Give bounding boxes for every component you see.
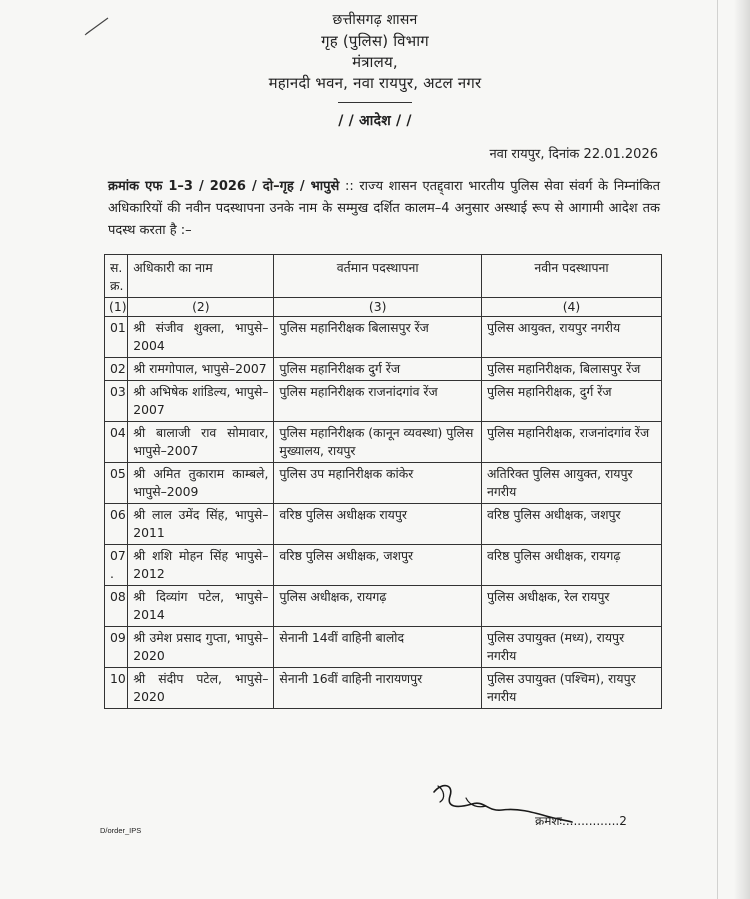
serial-cell: 07 . [105,545,128,586]
table-row [105,317,662,358]
page-edge-shadow [734,0,750,899]
new-posting-cell: पुलिस अधीक्षक, रेल रायपुर [481,586,661,627]
current-posting-cell: पुलिस महानिरीक्षक राजनांदगांव रेंज [274,381,482,422]
department-name: गृह (पुलिस) विभाग [321,32,429,50]
current-posting-cell: पुलिस महानिरीक्षक बिलासपुर रेंज [274,317,482,358]
current-posting-cell: पुलिस उप महानिरीक्षक कांकेर [274,463,482,504]
new-posting-cell: अतिरिक्त पुलिस आयुक्त, रायपुर नगरीय [481,463,661,504]
current-posting-cell: सेनानी 14वीं वाहिनी बालोद [274,627,482,668]
new-posting-cell: पुलिस उपायुक्त (पश्चिम), रायपुर नगरीय [481,668,661,709]
new-posting-cell: वरिष्ठ पुलिस अधीक्षक, रायगढ़ [481,545,661,586]
government-name: छत्तीसगढ़ शासन [332,12,418,28]
officer-name-cell: श्री अमित तुकाराम काम्बले, भापुसे–2009 [128,463,274,504]
new-posting-cell: पुलिस महानिरीक्षक, बिलासपुर रेंज [481,358,661,381]
header-officer-name: अधिकारी का नाम [128,255,274,298]
table-row [105,358,662,381]
table-row [105,381,662,422]
officer-name-cell: श्री शशि मोहन सिंह भापुसे– 2012 [128,545,274,586]
order-paragraph [108,176,660,242]
serial-cell: 10 [105,668,128,709]
current-posting-cell: पुलिस महानिरीक्षक दुर्ग रेंज [274,358,482,381]
header-divider [338,102,412,103]
officer-name-cell: श्री अभिषेक शांडिल्य, भापुसे–2007 [128,381,274,422]
table-header-row [105,255,662,298]
serial-cell: 09 [105,627,128,668]
serial-cell: 01 [105,317,128,358]
page-fold-line [717,0,718,899]
table-row [105,463,662,504]
index-cell: (4) [481,298,661,317]
serial-cell: 03 [105,381,128,422]
continuation-note: क्रमशः...............2 [535,814,627,828]
officer-name-cell: श्री लाल उमेंद सिंह, भापुसे–2011 [128,504,274,545]
current-posting-cell: पुलिस महानिरीक्षक (कानून व्यवस्था) पुलिस मुख्यालय, रायपुर [274,422,482,463]
current-posting-cell: वरिष्ठ पुलिस अधीक्षक, जशपुर [274,545,482,586]
officer-name-cell: श्री बालाजी राव सोमावार, भापुसे–2007 [128,422,274,463]
table-row [105,422,662,463]
new-posting-cell: पुलिस महानिरीक्षक, दुर्ग रेंज [481,381,661,422]
place-date: नवा रायपुर, दिनांक 22.01.2026 [489,147,658,162]
officer-name-cell: श्री संदीप पटेल, भापुसे–2020 [128,668,274,709]
table-row [105,545,662,586]
serial-cell: 06 [105,504,128,545]
letterhead [0,10,750,132]
next-page-number: 2 [619,814,627,828]
office-name: मंत्रालय, [352,53,398,71]
continuation-dots: .............. [565,814,620,828]
table-row [105,668,662,709]
officer-name-cell: श्री संजीव शुक्ला, भापुसे–2004 [128,317,274,358]
continuation-label: क्रमशः [535,814,562,828]
serial-cell: 02 [105,358,128,381]
table-index-row [105,298,662,317]
current-posting-cell: वरिष्ठ पुलिस अधीक्षक रायपुर [274,504,482,545]
index-cell: (3) [274,298,482,317]
current-posting-cell: सेनानी 16वीं वाहिनी नारायणपुर [274,668,482,709]
table-row [105,586,662,627]
serial-cell: 05 [105,463,128,504]
serial-cell: 04 [105,422,128,463]
order-body: :: राज्य शासन एतद्द्वारा भारतीय पुलिस सेवा संवर्ग के निम्नांकित अधिकारियों की नवीन पदस्थापना उनके नाम के सम्मुख दर्शित कालम–4 अनुसार अस्थाई रूप से आगामी आदेश तक पदस्थ करता है :– [108,179,661,238]
postings-table [104,254,662,709]
index-cell: (2) [128,298,274,317]
office-address: महानदी भवन, नवा रायपुर, अटल नगर [268,74,482,92]
new-posting-cell: पुलिस आयुक्त, रायपुर नगरीय [481,317,661,358]
serial-cell: 08 [105,586,128,627]
current-posting-cell: पुलिस अधीक्षक, रायगढ़ [274,586,482,627]
officer-name-cell: श्री रामगोपाल, भापुसे–2007 [128,358,274,381]
file-reference-code: D/order_IPS [100,826,142,835]
index-cell: (1) [105,298,128,317]
officer-name-cell: श्री दिव्यांग पटेल, भापुसे–2014 [128,586,274,627]
new-posting-cell: पुलिस उपायुक्त (मध्य), रायपुर नगरीय [481,627,661,668]
new-posting-cell: पुलिस महानिरीक्षक, राजनांदगांव रेंज [481,422,661,463]
new-posting-cell: वरिष्ठ पुलिस अधीक्षक, जशपुर [481,504,661,545]
table-row [105,627,662,668]
table-row [105,504,662,545]
header-new-posting: नवीन पदस्थापना [481,255,661,298]
order-title: / / आदेश / / [338,113,412,129]
header-serial: स. क्र. [105,255,128,298]
header-current-posting: वर्तमान पदस्थापना [274,255,482,298]
officer-name-cell: श्री उमेश प्रसाद गुप्ता, भापुसे–2020 [128,627,274,668]
order-reference: क्रमांक एफ 1–3 / 2026 / दो–गृह / भापुसे [108,179,340,194]
